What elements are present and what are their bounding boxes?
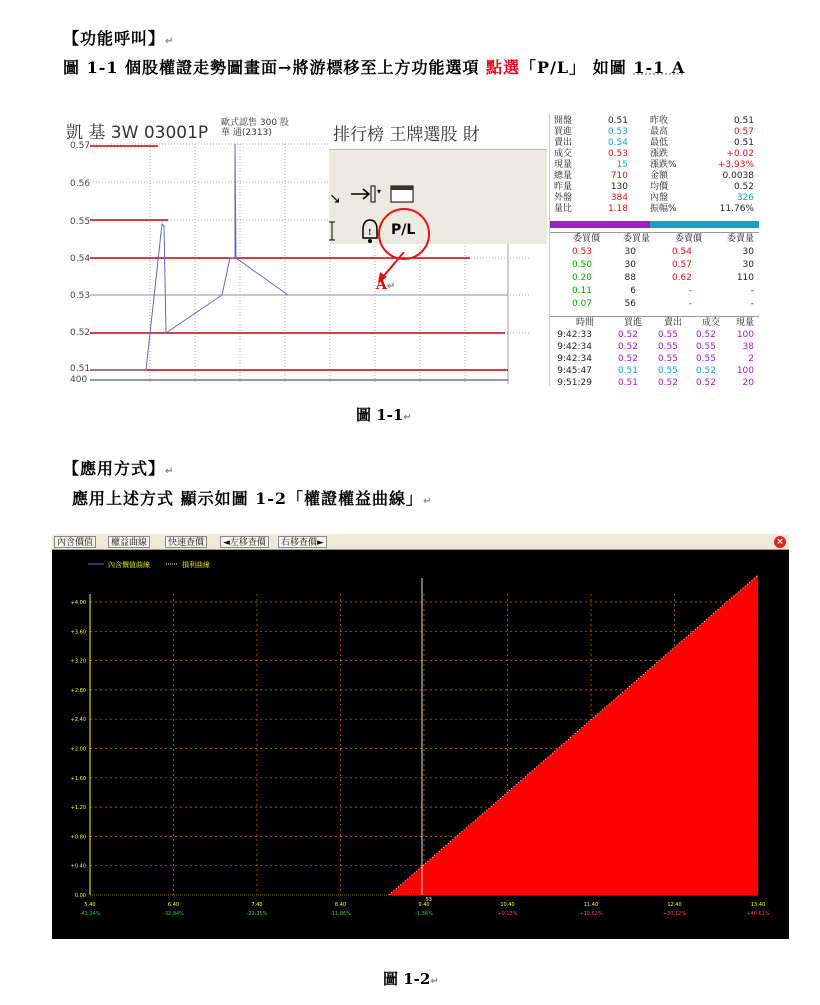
trade-row — [550, 378, 759, 389]
trade-header — [550, 318, 759, 329]
x-tick-label: 5.40 — [84, 902, 96, 908]
svg-text:!: ! — [368, 227, 372, 237]
pct-tick-label: -43.34% — [79, 911, 101, 917]
x-tick-label: 7.40 — [251, 902, 263, 908]
quick-quote-button[interactable]: 快速查價 — [165, 536, 207, 548]
order-row — [550, 247, 759, 258]
quote-cell: 0.54 — [607, 138, 628, 148]
export-icon[interactable] — [351, 186, 381, 202]
function-menu — [329, 114, 547, 244]
pct-tick-label: -11.86% — [330, 911, 351, 917]
x-tick-label: 11.40 — [583, 902, 599, 908]
quote-cell: 0.54 — [671, 247, 692, 257]
quote-cell: 30 — [742, 260, 754, 270]
annotation-a: A↵ — [376, 277, 396, 293]
quote-cell: 0.57 — [733, 127, 754, 137]
figure-1-2 — [52, 534, 789, 939]
section-title-function-call: 【功能呼叫】↵ — [63, 29, 175, 48]
quote-cell: 0.52 — [733, 182, 754, 192]
y-label: 0.51 — [70, 364, 91, 374]
buy-sell-bar-buy — [550, 221, 650, 228]
quote-cell: 內盤 — [650, 193, 669, 203]
y-tick-label: +4.00 — [70, 600, 86, 606]
x-tick-label: 6.40 — [167, 902, 180, 908]
pl-button[interactable]: P/L — [391, 222, 416, 238]
y-tick-label: +1.20 — [70, 805, 86, 812]
quote-cell: 昨收 — [650, 116, 669, 126]
quote-cell: 漲跌 — [650, 149, 669, 159]
quote-cell: 20 — [742, 378, 754, 388]
quote-cell: 0.52 — [617, 330, 638, 340]
quote-cell: 110 — [736, 273, 754, 283]
x-tick-label: 12.40 — [667, 902, 682, 908]
quote-cell: 0.52 — [617, 354, 638, 364]
y-label: 0.55 — [70, 217, 91, 227]
stock-name: 凱 基 3W 03001P — [66, 123, 209, 143]
quote-cell: - — [750, 286, 754, 296]
quote-summary — [550, 116, 759, 218]
quote-cell: 30 — [624, 247, 636, 257]
pct-tick-label: -32.84% — [163, 911, 184, 917]
quote-cell: - — [750, 299, 754, 309]
menu-icons — [329, 114, 547, 244]
quote-row — [550, 116, 759, 127]
y-tick-label: 0.00 — [74, 893, 86, 899]
instruction-line-1: 圖 1-1 個股權證走勢圖畫面→將游標移至上方功能選項 點選「P/L」 如圖 1-1 A — [63, 58, 686, 77]
y-label: 400 — [70, 375, 88, 385]
quote-cell: 0.55 — [657, 342, 678, 352]
quote-cell: 15 — [616, 160, 628, 170]
quote-row — [550, 138, 759, 149]
x-tick-label: 13.40 — [750, 902, 766, 908]
quote-cell: 總量 — [554, 171, 573, 181]
quote-cell: 0.53 — [607, 149, 628, 159]
equity-curve-chart — [52, 550, 789, 939]
y-tick-label: +2.40 — [70, 717, 86, 724]
y-tick-label: +2.80 — [70, 687, 86, 694]
quote-cell: 0.52 — [695, 366, 716, 376]
stock-info: 歐式認售 300 股 華 通(2313) — [221, 118, 289, 138]
quote-cell: 0.52 — [695, 378, 716, 388]
quote-cell: 6 — [630, 286, 636, 296]
svg-text:↘: ↘ — [329, 191, 341, 207]
quote-cell: 0.57 — [671, 260, 692, 270]
shift-right-quote-button[interactable]: 右移查價► — [278, 536, 327, 548]
quote-cell: 0.51 — [607, 116, 628, 126]
x-tick-label: 10.40 — [500, 902, 515, 908]
quote-cell: 2 — [748, 354, 754, 364]
quote-cell: +0.02 — [726, 149, 754, 159]
quote-cell: 9:42:33 — [557, 330, 592, 340]
trade-row — [550, 366, 759, 377]
quote-cell: 金額 — [650, 171, 669, 181]
quote-cell: 0.0038 — [722, 171, 754, 181]
quote-cell: 委賣量 — [726, 234, 754, 244]
quote-cell: 時間 — [575, 318, 594, 328]
order-row — [550, 260, 759, 271]
quote-cell: 現量 — [554, 160, 573, 170]
quote-cell: 0.51 — [617, 366, 638, 376]
close-icon[interactable]: × — [774, 536, 786, 548]
quote-cell: 0.52 — [617, 342, 638, 352]
tab-equity-curve[interactable]: 權益曲線 — [108, 536, 150, 548]
quote-cell: 0.53 — [571, 247, 592, 257]
instruction-line-2: 應用上述方式 顯示如圖 1-2「權證權益曲線」↵ — [72, 489, 433, 508]
quote-cell: 100 — [736, 330, 754, 340]
quote-cell: 賣出 — [663, 318, 682, 328]
quote-cell: 0.53 — [607, 127, 628, 137]
order-book — [550, 232, 759, 312]
ruler-icon[interactable] — [329, 222, 335, 240]
y-label: 0.54 — [70, 254, 91, 264]
quote-row — [550, 127, 759, 138]
y-label: 0.56 — [70, 179, 91, 189]
trade-row — [550, 330, 759, 341]
y-tick-label: +3.60 — [70, 629, 86, 636]
pct-tick-label: +9.13% — [497, 911, 518, 917]
quote-cell: - — [688, 286, 692, 296]
svg-text:▾: ▾ — [377, 187, 382, 196]
legend-pl: 損利曲線 — [182, 561, 210, 569]
tab-intrinsic-value[interactable]: 內含價值 — [54, 536, 96, 548]
caption-figure-1-1: 圖 1-1↵ — [356, 406, 412, 424]
quote-cell: 最高 — [650, 127, 669, 137]
quote-cell: 委賣價 — [674, 234, 702, 244]
quote-cell: 最低 — [650, 138, 669, 148]
quote-cell: 88 — [624, 273, 636, 283]
quote-cell: 0.55 — [657, 366, 678, 376]
quote-cell: 30 — [624, 260, 636, 270]
buy-sell-bar-sell — [650, 221, 759, 228]
quote-cell: 326 — [736, 193, 754, 203]
quote-cell: 0.52 — [695, 330, 716, 340]
quote-cell: 外盤 — [554, 193, 573, 203]
quote-cell: +3.93% — [717, 160, 754, 170]
quote-cell: 56 — [624, 299, 636, 309]
pct-tick-label: -1.36% — [415, 911, 433, 917]
quote-cell: 成交 — [701, 318, 720, 328]
quote-cell: 0.55 — [657, 330, 678, 340]
x-tick-label: 8.40 — [334, 902, 347, 908]
quote-cell: 9:42:34 — [557, 354, 592, 364]
quote-row — [550, 171, 759, 182]
y-tick-label: +2.00 — [70, 746, 86, 753]
quote-cell: 量比 — [554, 204, 573, 214]
order-row — [550, 286, 759, 297]
quote-cell: 漲跌% — [650, 160, 677, 170]
quote-cell: 30 — [742, 247, 754, 257]
y-label: 0.52 — [70, 328, 91, 338]
quote-row — [550, 160, 759, 171]
quote-cell: 0.11 — [571, 286, 592, 296]
quote-cell: 買進 — [623, 318, 642, 328]
bell-icon[interactable] — [363, 220, 377, 243]
section-title-usage: 【應用方式】↵ — [63, 459, 175, 478]
quote-cell: 振幅% — [650, 204, 677, 214]
y-label: 0.53 — [70, 291, 91, 301]
order-row — [550, 299, 759, 310]
y-tick-label: +0.40 — [70, 863, 86, 870]
quote-cell: 9:42:34 — [557, 342, 592, 352]
shift-left-quote-button[interactable]: ◄左移查價 — [220, 536, 269, 548]
quote-row — [550, 182, 759, 193]
quote-cell: - — [688, 299, 692, 309]
quote-cell: 委買價 — [572, 234, 600, 244]
quote-cell: 0.51 — [733, 116, 754, 126]
x-tick-label: 9.40 — [418, 902, 430, 908]
figure-1-1 — [60, 114, 758, 386]
quote-cell: 9:45:47 — [557, 366, 592, 376]
quote-cell: 0.07 — [571, 299, 592, 309]
quote-cell: 買進 — [554, 127, 573, 137]
quote-cell: 賣出 — [554, 138, 573, 148]
quote-row — [550, 193, 759, 204]
pct-tick-label: +40.61% — [746, 911, 770, 917]
quote-row — [550, 149, 759, 160]
quote-cell: 現量 — [735, 318, 754, 328]
quote-cell: 開盤 — [554, 116, 573, 126]
quote-cell: 38 — [742, 342, 754, 352]
quote-cell: 11.76% — [719, 204, 754, 214]
quote-cell: 0.50 — [571, 260, 592, 270]
quote-cell: 0.55 — [695, 354, 716, 364]
y-tick-label: +0.80 — [70, 834, 86, 841]
quote-cell: 0.55 — [657, 354, 678, 364]
quote-cell: 1.18 — [607, 204, 628, 214]
quote-cell: 0.55 — [695, 342, 716, 352]
y-tick-label: +3.20 — [70, 658, 86, 665]
equity-toolbar — [52, 534, 789, 550]
quote-cell: 0.20 — [571, 273, 592, 283]
pct-tick-label: -22.35% — [246, 911, 268, 917]
quote-cell: 0.51 — [733, 138, 754, 148]
order-row — [550, 273, 759, 284]
quote-row — [550, 204, 759, 215]
y-label: 0.57 — [70, 141, 91, 151]
quote-cell: 384 — [610, 193, 628, 203]
quote-cell: 130 — [610, 182, 628, 192]
quote-cell: 均價 — [650, 182, 669, 192]
caption-figure-1-2: 圖 1-2↵ — [383, 970, 439, 988]
trade-ticks — [550, 316, 759, 386]
cursor-label: .53 — [424, 897, 432, 903]
quote-cell: 0.51 — [617, 378, 638, 388]
quote-cell: 委買量 — [622, 234, 650, 244]
menu-tabs[interactable]: 排行榜 王牌選股 財 — [329, 114, 547, 150]
order-header — [550, 234, 759, 245]
pct-tick-label: +30.12% — [662, 911, 687, 917]
pct-tick-label: +19.62% — [579, 911, 603, 917]
quote-cell: 0.52 — [657, 378, 678, 388]
import-icon[interactable] — [329, 191, 341, 207]
window-icon[interactable] — [391, 186, 413, 202]
quote-cell: 100 — [736, 366, 754, 376]
quote-cell: 0.62 — [671, 273, 692, 283]
quote-cell: 710 — [610, 171, 628, 181]
quote-cell: 成交 — [554, 149, 573, 159]
quote-cell: 昨量 — [554, 182, 573, 192]
quote-cell: 9:51:29 — [557, 378, 592, 388]
y-tick-label: +1.60 — [70, 775, 86, 782]
quote-panel — [549, 114, 758, 386]
legend-intrinsic: 內含價值曲線 — [108, 561, 150, 569]
trade-row — [550, 354, 759, 365]
trade-row — [550, 342, 759, 353]
